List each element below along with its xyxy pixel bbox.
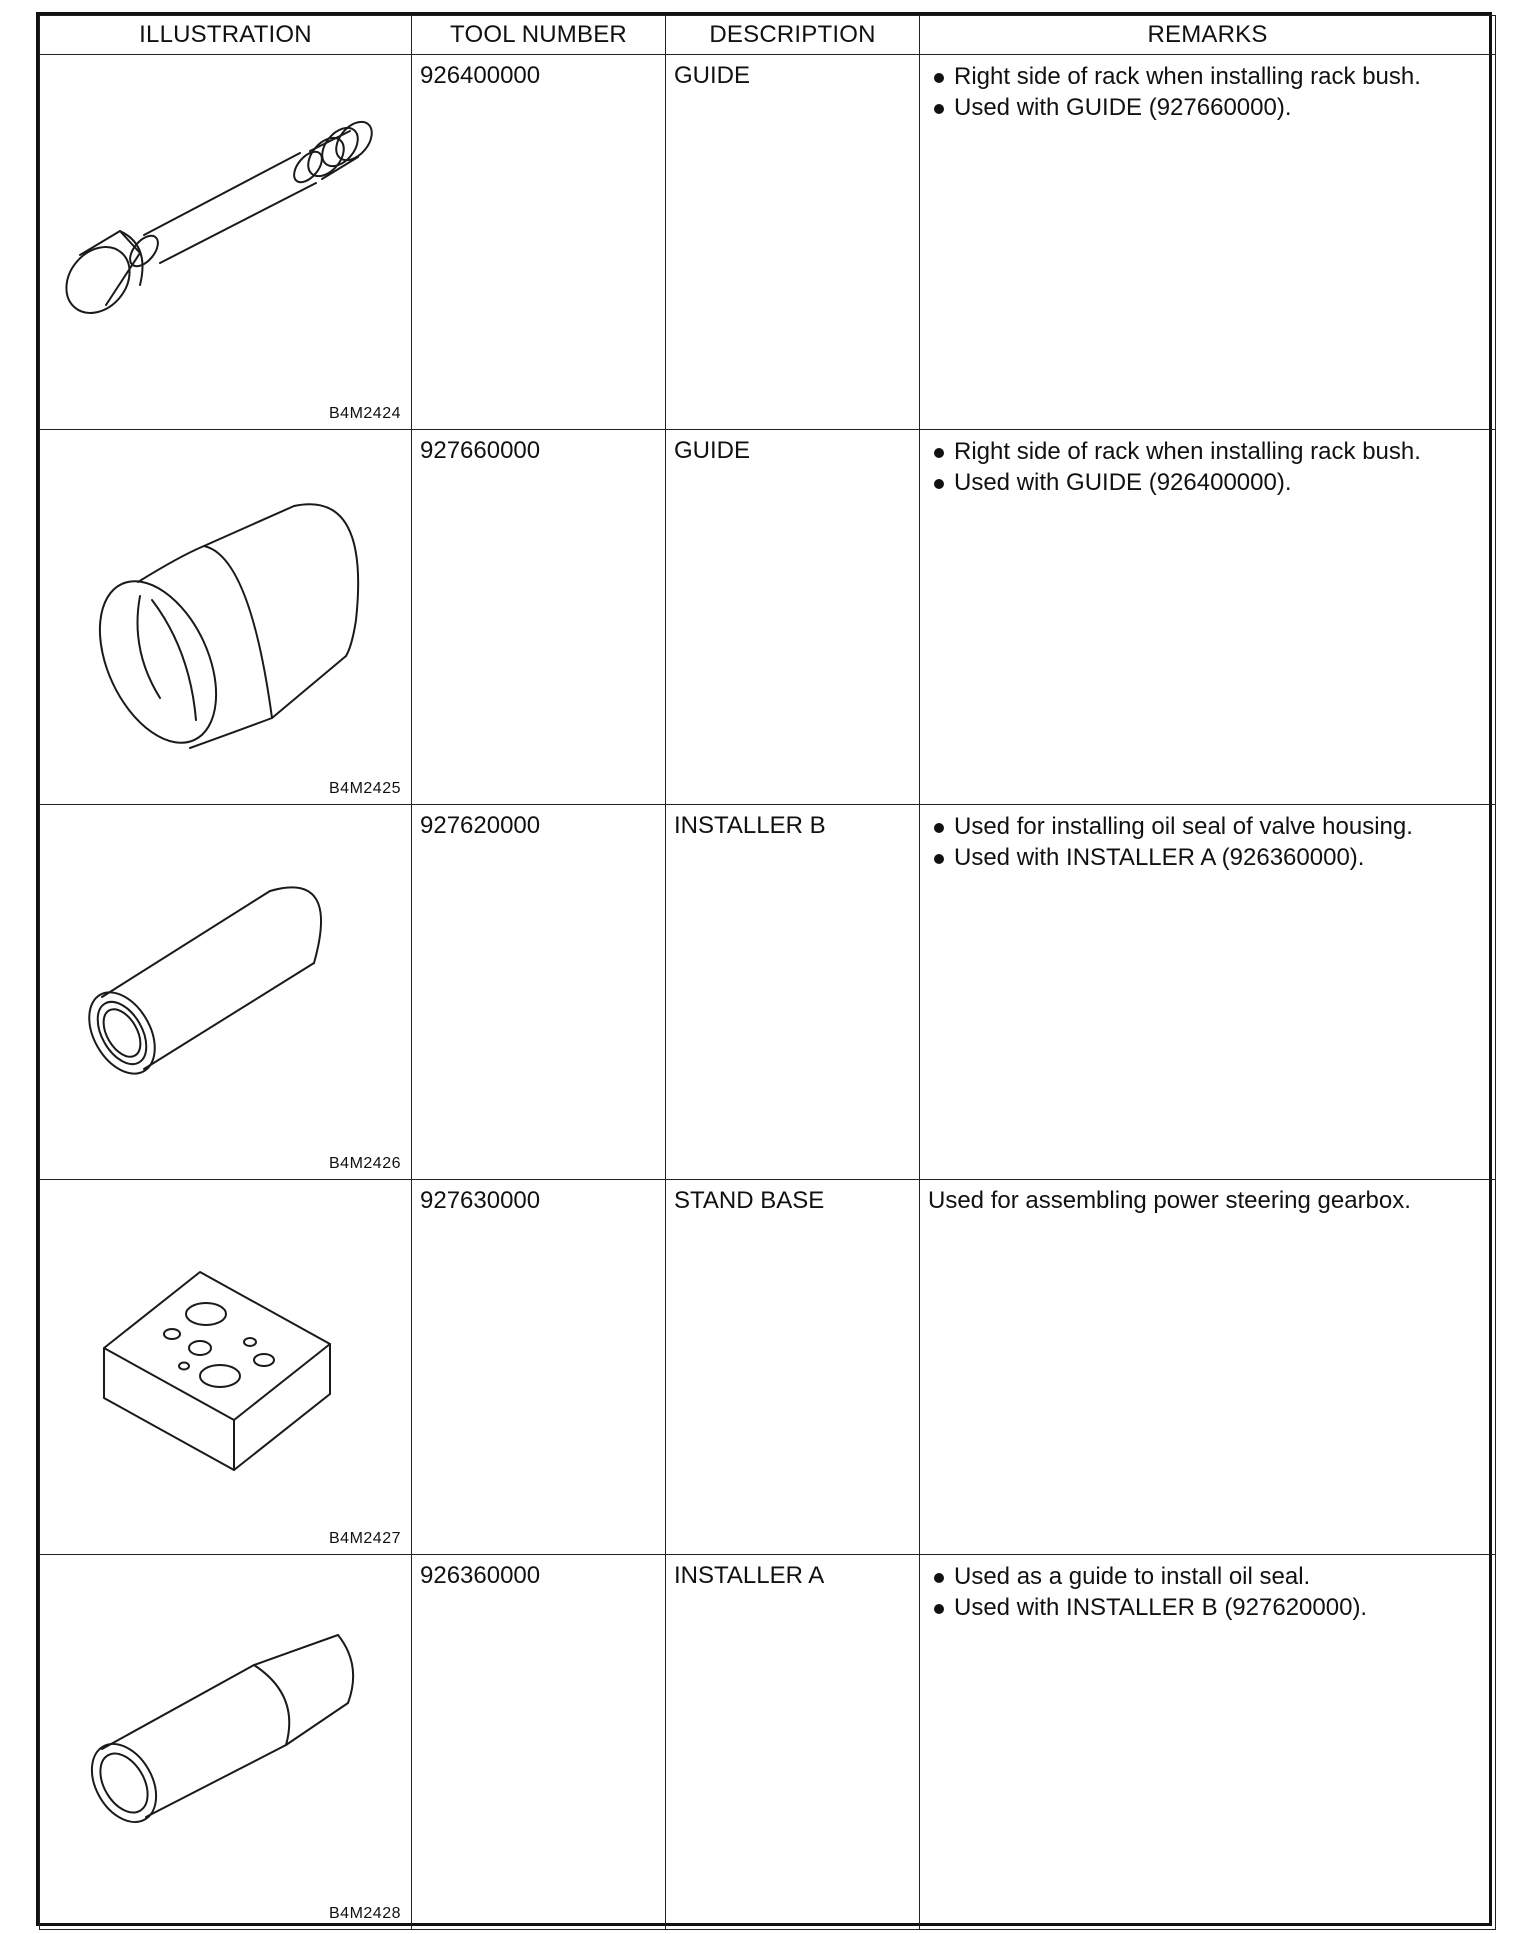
header-illustration: ILLUSTRATION	[40, 16, 412, 55]
remark-text: Used for assembling power steering gearbox.	[928, 1187, 1411, 1214]
figure-code: B4M2427	[329, 1530, 401, 1547]
table-row	[40, 430, 1496, 805]
remark-text: Used with INSTALLER B (927620000).	[954, 1594, 1368, 1621]
tool-number-cell	[412, 430, 666, 805]
remark-text: Right side of rack when installing rack bush.	[954, 63, 1421, 90]
remark-text: Used with INSTALLER A (926360000).	[954, 844, 1365, 871]
tool-number: 927620000	[420, 812, 541, 839]
bullet-icon	[934, 823, 944, 833]
illustration-cell	[40, 430, 412, 805]
list-item	[928, 1592, 1487, 1623]
illustration-cell	[40, 1555, 412, 1930]
description: INSTALLER A	[674, 1562, 825, 1589]
tool-number: 927630000	[420, 1187, 541, 1214]
description: STAND BASE	[674, 1187, 825, 1214]
table-row	[40, 1555, 1496, 1930]
illustration-cell	[40, 1180, 412, 1555]
list-item	[928, 1561, 1487, 1592]
description: GUIDE	[674, 437, 751, 464]
bullet-icon	[934, 1604, 944, 1614]
tool-number: 927660000	[420, 437, 541, 464]
description: INSTALLER B	[674, 812, 826, 839]
list-item	[928, 436, 1487, 467]
description-cell	[666, 805, 920, 1180]
bullet-icon	[934, 479, 944, 489]
list-item	[928, 811, 1487, 842]
list-item	[928, 842, 1487, 873]
illustration-cell	[40, 805, 412, 1180]
tool-number-cell	[412, 805, 666, 1180]
tool-number: 926400000	[420, 62, 541, 89]
remarks-cell	[920, 805, 1496, 1180]
bullet-icon	[934, 448, 944, 458]
bullet-icon	[934, 854, 944, 864]
remarks-list	[920, 1555, 1495, 1623]
tool-number-cell	[412, 1555, 666, 1930]
remarks-list	[920, 430, 1495, 498]
list-item	[928, 467, 1487, 498]
description: GUIDE	[674, 62, 751, 89]
remarks-list	[920, 805, 1495, 873]
tapered-installer-icon	[40, 1555, 412, 1929]
remarks-cell	[920, 55, 1496, 430]
table-row	[40, 55, 1496, 430]
special-tools-table	[39, 15, 1496, 1930]
cylindrical-installer-tube-icon	[40, 805, 412, 1179]
tool-number-cell	[412, 55, 666, 430]
tool-number: 926360000	[420, 1562, 541, 1589]
remarks-cell	[920, 1555, 1496, 1930]
header-description: DESCRIPTION	[666, 16, 920, 55]
remark-text: Used with GUIDE (926400000).	[954, 469, 1292, 496]
tool-number-cell	[412, 1180, 666, 1555]
remark-text: Used for installing oil seal of valve housing.	[954, 813, 1413, 840]
description-cell	[666, 55, 920, 430]
description-cell	[666, 1180, 920, 1555]
remark-text: Used with GUIDE (927660000).	[954, 94, 1292, 121]
tapered-sleeve-guide-icon	[40, 430, 412, 804]
remarks-cell	[920, 1180, 1496, 1555]
illustration-cell	[40, 55, 412, 430]
table-header-row	[40, 16, 1496, 55]
header-remarks: REMARKS	[920, 16, 1496, 55]
figure-code: B4M2424	[329, 405, 401, 422]
bullet-icon	[934, 1573, 944, 1583]
figure-code: B4M2428	[329, 1905, 401, 1922]
list-item	[928, 92, 1487, 123]
description-cell	[666, 1555, 920, 1930]
stepped-guide-shaft-icon	[40, 55, 412, 429]
list-item	[928, 61, 1487, 92]
bullet-icon	[934, 73, 944, 83]
special-tools-sheet	[36, 12, 1492, 1926]
remarks-list	[920, 55, 1495, 123]
figure-code: B4M2426	[329, 1155, 401, 1172]
header-tool-number: TOOL NUMBER	[412, 16, 666, 55]
stand-base-block-icon	[40, 1180, 412, 1554]
table-row	[40, 1180, 1496, 1555]
table-row	[40, 805, 1496, 1180]
remark-text: Used as a guide to install oil seal.	[954, 1563, 1311, 1590]
bullet-icon	[934, 104, 944, 114]
description-cell	[666, 430, 920, 805]
remarks-cell	[920, 430, 1496, 805]
figure-code: B4M2425	[329, 780, 401, 797]
remark-text: Right side of rack when installing rack bush.	[954, 438, 1421, 465]
